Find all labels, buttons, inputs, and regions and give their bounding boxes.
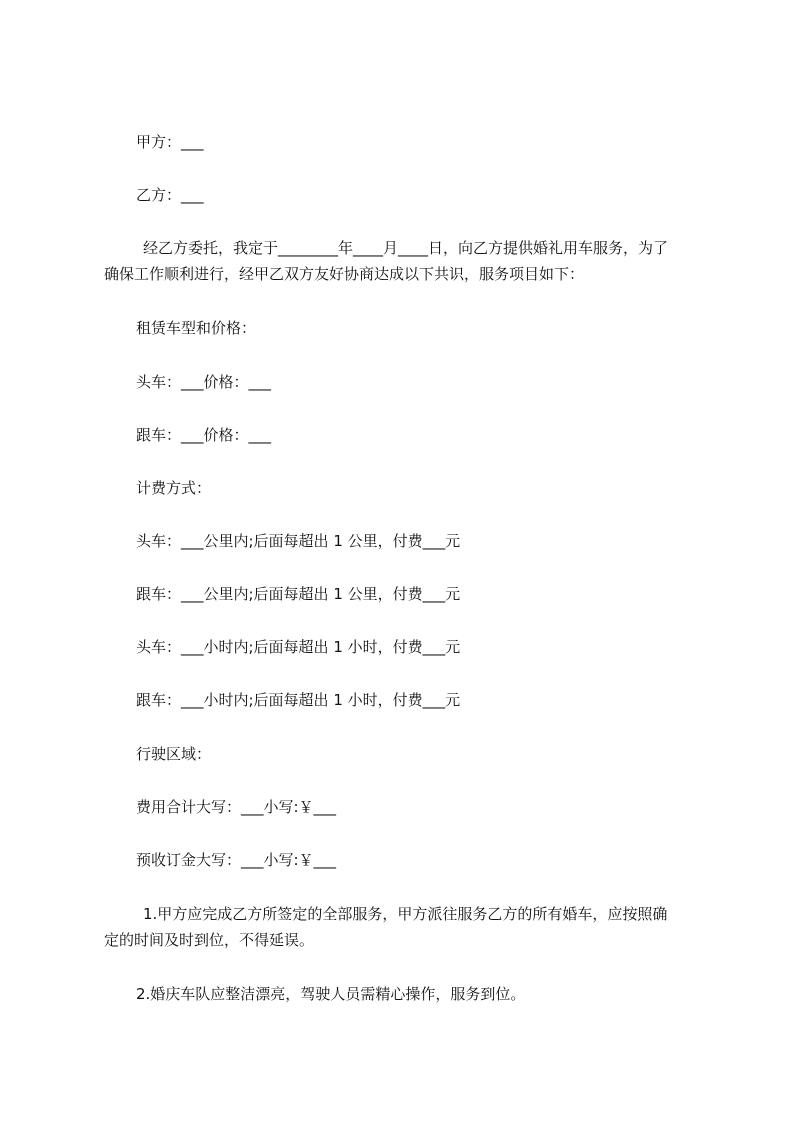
follow-car-hours-line: 跟车：___小时内;后面每超出 1 小时，付费___元 xyxy=(136,691,461,709)
follow-car-price-line: 跟车：___价格：___ xyxy=(136,426,272,444)
clause-1-line-2: 定的时间及时到位，不得延误。 xyxy=(104,931,315,949)
lead-car-hours-line: 头车：___小时内;后面每超出 1 小时，付费___元 xyxy=(136,638,461,656)
clause-2-line: 2.婚庆车队应整洁漂亮，驾驶人员需精心操作，服务到位。 xyxy=(136,985,526,1003)
intro-line-2: 确保工作顺利进行，经甲乙双方友好协商达成以下共识，服务项目如下： xyxy=(104,265,585,283)
lead-car-km-line: 头车：___公里内;后面每超出 1 公里，付费___元 xyxy=(136,532,461,550)
total-cost-line: 费用合计大写：___小写:￥___ xyxy=(136,798,337,816)
party-b-line: 乙方：___ xyxy=(136,186,204,204)
intro-line-1: 经乙方委托，我定于________年____月____日，向乙方提供婚礼用车服务，为了 xyxy=(143,239,669,257)
follow-car-km-line: 跟车：___公里内;后面每超出 1 公里，付费___元 xyxy=(136,585,461,603)
party-a-line: 甲方：___ xyxy=(136,133,204,151)
rental-heading: 租赁车型和价格： xyxy=(136,319,257,337)
billing-heading: 计费方式： xyxy=(136,479,212,497)
driving-area-line: 行驶区域： xyxy=(136,745,212,763)
clause-1-line-1: 1.甲方应完成乙方所签定的全部服务，甲方派往服务乙方的所有婚车，应按照确 xyxy=(143,905,668,923)
deposit-line: 预收订金大写：___小写:￥___ xyxy=(136,851,337,869)
lead-car-price-line: 头车：___价格：___ xyxy=(136,373,272,391)
